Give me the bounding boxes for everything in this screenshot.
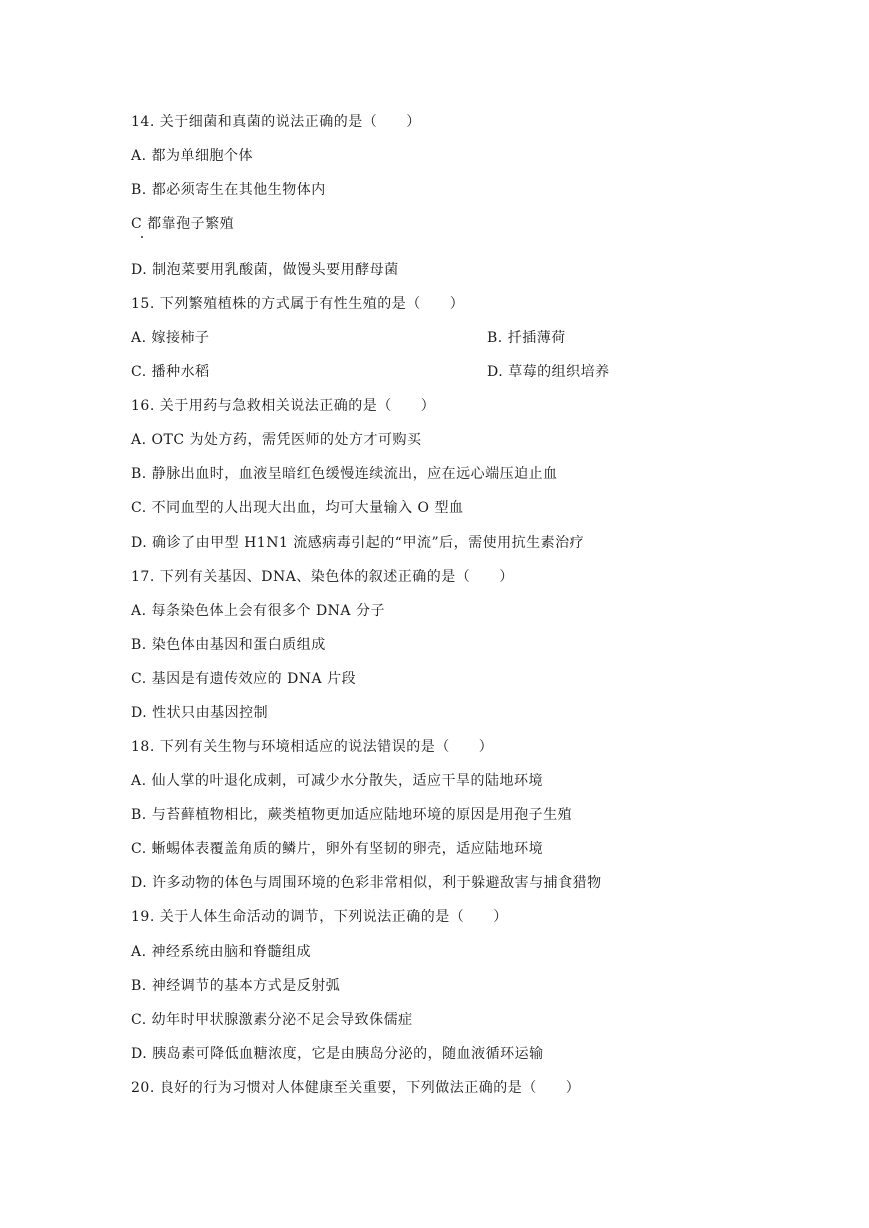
question-18-stem: 18. 下列有关生物与环境相适应的说法错误的是（ ） bbox=[131, 739, 494, 755]
question-18-option-a: A. 仙人掌的叶退化成刺，可减少水分散失，适应干旱的陆地环境 bbox=[131, 773, 544, 789]
question-20-stem: 20. 良好的行为习惯对人体健康至关重要，下列做法正确的是（ ） bbox=[131, 1080, 581, 1096]
question-17-stem: 17. 下列有关基因、DNA、染色体的叙述正确的是（ ） bbox=[131, 569, 514, 585]
question-17-option-d: D. 性状只由基因控制 bbox=[131, 705, 269, 721]
question-16-option-a: A. OTC 为处方药，需凭医师的处方才可购买 bbox=[131, 432, 422, 448]
question-18-option-b: B. 与苔藓植物相比，蕨类植物更加适应陆地环境的原因是用孢子生殖 bbox=[131, 807, 573, 823]
question-19-option-c: C. 幼年时甲状腺激素分泌不足会导致侏儒症 bbox=[131, 1012, 413, 1028]
question-15-stem: 15. 下列繁殖植株的方式属于有性生殖的是（ ） bbox=[131, 296, 465, 312]
question-17-option-b: B. 染色体由基因和蛋白质组成 bbox=[131, 637, 326, 653]
question-17-option-a: A. 每条染色体上会有很多个 DNA 分子 bbox=[131, 603, 385, 619]
question-14-option-d: D. 制泡菜要用乳酸菌，做馒头要用酵母菌 bbox=[131, 262, 399, 278]
question-14-option-b: B. 都必须寄生在其他生物体内 bbox=[131, 182, 326, 198]
question-17-option-c: C. 基因是有遗传效应的 DNA 片段 bbox=[131, 671, 357, 687]
stray-dot-mark bbox=[141, 236, 143, 238]
question-14-option-a: A. 都为单细胞个体 bbox=[131, 148, 254, 164]
question-14-stem: 14. 关于细菌和真菌的说法正确的是（ ） bbox=[131, 114, 421, 130]
question-14-option-c: C 都靠孢子繁殖 bbox=[131, 216, 235, 232]
question-19-stem: 19. 关于人体生命活动的调节，下列说法正确的是（ ） bbox=[131, 909, 508, 925]
question-16-option-b: B. 静脉出血时，血液呈暗红色缓慢连续流出，应在远心端压迫止血 bbox=[131, 466, 558, 482]
question-19-option-b: B. 神经调节的基本方式是反射弧 bbox=[131, 978, 341, 994]
question-16-option-d: D. 确诊了由甲型 H1N1 流感病毒引起的“甲流”后，需使用抗生素治疗 bbox=[131, 535, 585, 551]
question-15-option-b: B. 扦插薄荷 bbox=[487, 330, 566, 346]
question-16-stem: 16. 关于用药与急救相关说法正确的是（ ） bbox=[131, 398, 436, 414]
question-18-option-d: D. 许多动物的体色与周围环境的色彩非常相似，利于躲避敌害与捕食猎物 bbox=[131, 875, 602, 891]
question-18-option-c: C. 蜥蜴体表覆盖角质的鳞片，卵外有坚韧的卵壳，适应陆地环境 bbox=[131, 841, 544, 857]
question-15-option-a: A. 嫁接柿子 bbox=[131, 330, 210, 346]
question-19-option-d: D. 胰岛素可降低血糖浓度，它是由胰岛分泌的，随血液循环运输 bbox=[131, 1046, 544, 1062]
question-15-option-d: D. 草莓的组织培养 bbox=[487, 364, 610, 380]
question-19-option-a: A. 神经系统由脑和脊髓组成 bbox=[131, 944, 312, 960]
question-15-option-c: C. 播种水稻 bbox=[131, 364, 210, 380]
question-16-option-c: C. 不同血型的人出现大出血，均可大量输入 O 型血 bbox=[131, 500, 464, 516]
